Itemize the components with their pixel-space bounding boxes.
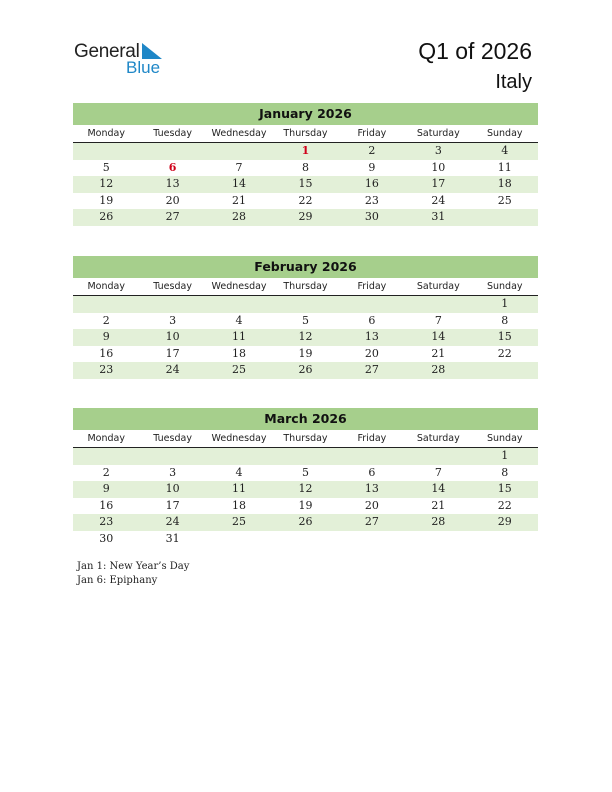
weekday-header-row bbox=[73, 125, 538, 143]
empty-day-cell bbox=[139, 448, 205, 465]
day-cell: 9 bbox=[102, 482, 110, 495]
day-cell: 13 bbox=[364, 330, 379, 343]
day-cell: 27 bbox=[364, 363, 379, 376]
day-cell: 11 bbox=[232, 330, 247, 343]
empty-day-cell bbox=[472, 362, 538, 379]
day-cell: 2 bbox=[102, 465, 110, 479]
week-row bbox=[73, 448, 538, 465]
day-cell: 18 bbox=[232, 498, 247, 512]
week-row bbox=[73, 362, 538, 379]
weekday-label: Saturday bbox=[416, 281, 460, 292]
week-row bbox=[73, 176, 538, 193]
day-cell: 18 bbox=[497, 177, 512, 190]
day-cell: 4 bbox=[235, 465, 243, 479]
day-cell: 9 bbox=[368, 160, 376, 174]
month-calendar bbox=[73, 408, 538, 547]
brand-logo bbox=[74, 40, 174, 80]
empty-day-cell bbox=[206, 296, 272, 313]
day-cell: 12 bbox=[298, 330, 313, 343]
empty-day-cell bbox=[206, 143, 272, 160]
day-cell: 17 bbox=[165, 498, 180, 512]
country-name: Italy bbox=[495, 71, 532, 93]
day-cell: 2 bbox=[102, 313, 110, 327]
holiday-day-cell: 1 bbox=[301, 144, 310, 157]
empty-day-cell bbox=[405, 531, 471, 548]
weekday-label: Monday bbox=[87, 128, 125, 139]
day-cell: 21 bbox=[431, 346, 446, 360]
day-cell: 7 bbox=[434, 465, 442, 479]
empty-day-cell bbox=[405, 448, 471, 465]
empty-day-cell bbox=[139, 296, 205, 313]
day-cell: 8 bbox=[501, 313, 509, 327]
month-calendar bbox=[73, 103, 538, 226]
day-cell: 28 bbox=[232, 210, 247, 223]
weekday-label: Monday bbox=[87, 433, 125, 444]
weekday-label: Wednesday bbox=[211, 433, 267, 444]
empty-day-cell bbox=[272, 296, 338, 313]
weekday-header-row bbox=[73, 278, 538, 296]
day-cell: 5 bbox=[102, 160, 110, 174]
weekday-label: Saturday bbox=[416, 128, 460, 139]
day-cell: 26 bbox=[298, 363, 313, 376]
day-cell: 22 bbox=[497, 346, 512, 360]
day-cell: 5 bbox=[301, 465, 309, 479]
weekday-label: Tuesday bbox=[153, 128, 192, 139]
day-cell: 20 bbox=[364, 498, 379, 512]
empty-day-cell bbox=[206, 531, 272, 548]
day-cell: 22 bbox=[497, 498, 512, 512]
weekday-label: Saturday bbox=[416, 433, 460, 444]
day-cell: 4 bbox=[235, 313, 243, 327]
day-cell: 3 bbox=[169, 313, 177, 327]
empty-day-cell bbox=[272, 448, 338, 465]
day-cell: 12 bbox=[99, 177, 114, 190]
day-cell: 25 bbox=[497, 193, 512, 207]
week-row bbox=[73, 209, 538, 226]
week-row bbox=[73, 346, 538, 363]
day-cell: 24 bbox=[431, 193, 446, 207]
holiday-notes bbox=[77, 560, 189, 587]
logo-triangle-icon bbox=[142, 43, 164, 59]
empty-day-cell bbox=[73, 143, 139, 160]
empty-day-cell bbox=[472, 531, 538, 548]
day-cell: 26 bbox=[99, 210, 114, 223]
holiday-note: Jan 6: Epiphany bbox=[77, 574, 158, 586]
month-title: February 2026 bbox=[73, 256, 538, 278]
day-cell: 30 bbox=[99, 531, 114, 545]
day-cell: 1 bbox=[501, 297, 509, 310]
day-cell: 17 bbox=[431, 177, 446, 190]
day-cell: 19 bbox=[298, 346, 313, 360]
day-cell: 19 bbox=[99, 193, 114, 207]
page-title: Q1 of 2026 bbox=[418, 38, 532, 64]
weekday-label: Thursday bbox=[283, 128, 328, 139]
day-cell: 7 bbox=[235, 160, 243, 174]
weekday-label: Tuesday bbox=[153, 433, 192, 444]
month-calendar bbox=[73, 256, 538, 379]
empty-day-cell bbox=[73, 296, 139, 313]
day-cell: 8 bbox=[301, 160, 309, 174]
weekday-label: Friday bbox=[357, 433, 387, 444]
empty-day-cell bbox=[206, 448, 272, 465]
empty-day-cell bbox=[272, 531, 338, 548]
day-cell: 6 bbox=[368, 313, 376, 327]
weekday-label: Friday bbox=[357, 128, 387, 139]
weekday-label: Tuesday bbox=[153, 281, 192, 292]
day-cell: 16 bbox=[99, 498, 114, 512]
day-cell: 13 bbox=[364, 482, 379, 495]
weekday-label: Monday bbox=[87, 281, 125, 292]
day-cell: 14 bbox=[431, 330, 446, 343]
day-cell: 15 bbox=[497, 482, 512, 495]
day-cell: 18 bbox=[232, 346, 247, 360]
empty-day-cell bbox=[472, 209, 538, 226]
day-cell: 28 bbox=[431, 515, 446, 528]
week-row bbox=[73, 481, 538, 498]
day-cell: 1 bbox=[501, 449, 509, 462]
day-cell: 6 bbox=[368, 465, 376, 479]
holiday-day-cell: 6 bbox=[168, 160, 177, 174]
day-cell: 20 bbox=[165, 193, 180, 207]
week-row bbox=[73, 329, 538, 346]
day-cell: 13 bbox=[165, 177, 180, 190]
weekday-header-row bbox=[73, 430, 538, 448]
day-cell: 3 bbox=[434, 144, 442, 157]
day-cell: 27 bbox=[165, 210, 180, 223]
week-row bbox=[73, 465, 538, 482]
day-cell: 25 bbox=[232, 515, 247, 528]
day-cell: 30 bbox=[364, 210, 379, 223]
day-cell: 11 bbox=[497, 160, 512, 174]
day-cell: 14 bbox=[232, 177, 247, 190]
day-cell: 2 bbox=[368, 144, 376, 157]
week-row bbox=[73, 498, 538, 515]
day-cell: 11 bbox=[232, 482, 247, 495]
day-cell: 9 bbox=[102, 330, 110, 343]
day-cell: 5 bbox=[301, 313, 309, 327]
day-cell: 17 bbox=[165, 346, 180, 360]
brand-general-text: General bbox=[74, 41, 140, 62]
day-cell: 19 bbox=[298, 498, 313, 512]
day-cell: 10 bbox=[165, 330, 180, 343]
day-cell: 22 bbox=[298, 193, 313, 207]
day-cell: 21 bbox=[431, 498, 446, 512]
empty-day-cell bbox=[139, 143, 205, 160]
day-cell: 3 bbox=[169, 465, 177, 479]
week-row bbox=[73, 160, 538, 177]
weekday-label: Thursday bbox=[283, 433, 328, 444]
day-cell: 23 bbox=[99, 515, 114, 528]
empty-day-cell bbox=[339, 448, 405, 465]
day-cell: 24 bbox=[165, 363, 180, 376]
day-cell: 31 bbox=[431, 210, 446, 223]
brand-blue-text: Blue bbox=[126, 58, 161, 77]
day-cell: 24 bbox=[165, 515, 180, 528]
empty-day-cell bbox=[405, 296, 471, 313]
day-cell: 27 bbox=[364, 515, 379, 528]
day-cell: 16 bbox=[364, 177, 379, 190]
weekday-label: Sunday bbox=[486, 128, 523, 139]
day-cell: 15 bbox=[497, 330, 512, 343]
weekday-label: Wednesday bbox=[211, 128, 267, 139]
day-cell: 21 bbox=[232, 193, 247, 207]
weekday-label: Friday bbox=[357, 281, 387, 292]
day-cell: 8 bbox=[501, 465, 509, 479]
week-row bbox=[73, 193, 538, 210]
month-title: March 2026 bbox=[73, 408, 538, 430]
weekday-label: Thursday bbox=[283, 281, 328, 292]
day-cell: 20 bbox=[364, 346, 379, 360]
week-row bbox=[73, 143, 538, 160]
week-row bbox=[73, 296, 538, 313]
day-cell: 14 bbox=[431, 482, 446, 495]
week-row bbox=[73, 531, 538, 548]
day-cell: 10 bbox=[165, 482, 180, 495]
day-cell: 16 bbox=[99, 346, 114, 360]
month-title: January 2026 bbox=[73, 103, 538, 125]
day-cell: 28 bbox=[431, 363, 446, 376]
day-cell: 23 bbox=[99, 363, 114, 376]
day-cell: 10 bbox=[431, 160, 446, 174]
empty-day-cell bbox=[73, 448, 139, 465]
day-cell: 15 bbox=[298, 177, 313, 190]
weekday-label: Wednesday bbox=[211, 281, 267, 292]
day-cell: 26 bbox=[298, 515, 313, 528]
week-row bbox=[73, 313, 538, 330]
day-cell: 29 bbox=[298, 210, 313, 223]
day-cell: 12 bbox=[298, 482, 313, 495]
day-cell: 4 bbox=[501, 144, 509, 157]
weekday-label: Sunday bbox=[486, 281, 523, 292]
holiday-note: Jan 1: New Year’s Day bbox=[77, 561, 190, 572]
day-cell: 29 bbox=[497, 515, 512, 528]
empty-day-cell bbox=[339, 296, 405, 313]
empty-day-cell bbox=[339, 531, 405, 548]
day-cell: 7 bbox=[434, 313, 442, 327]
weekday-label: Sunday bbox=[486, 433, 523, 444]
week-row bbox=[73, 514, 538, 531]
day-cell: 23 bbox=[364, 193, 379, 207]
day-cell: 25 bbox=[232, 363, 247, 376]
day-cell: 31 bbox=[165, 531, 180, 545]
